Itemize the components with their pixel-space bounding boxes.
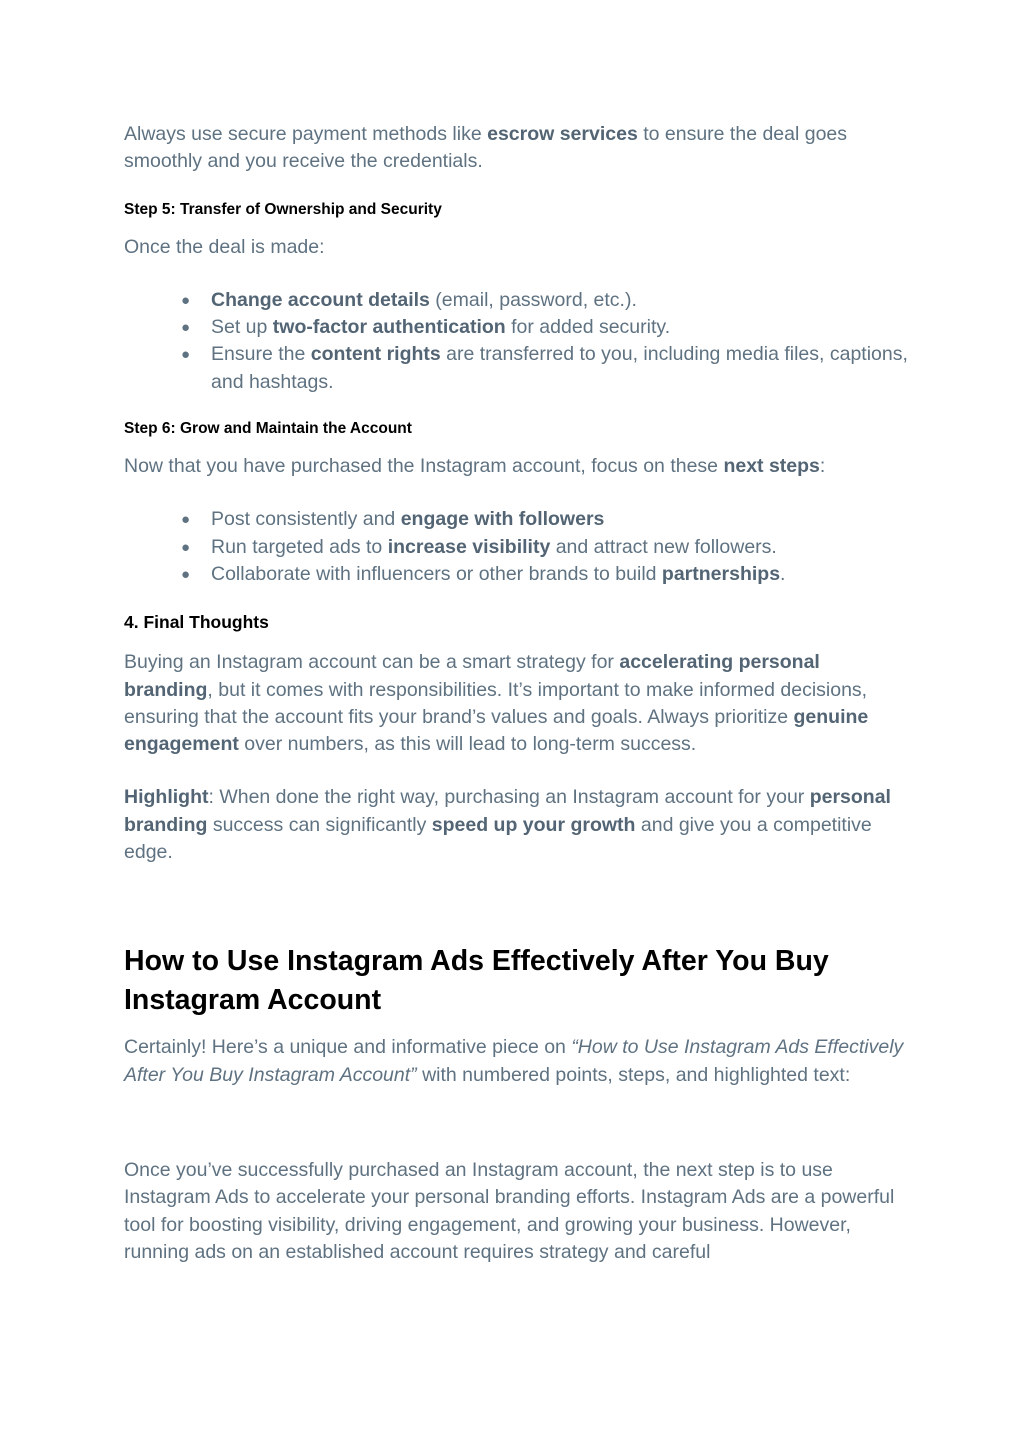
- bold-text: genuine engagement: [124, 705, 869, 756]
- bold-text: Change account details: [211, 288, 430, 311]
- step6-heading: Step 6: Grow and Maintain the Account: [124, 420, 412, 438]
- text: for added security.: [505, 316, 671, 339]
- text: and give you a competitive edge.: [124, 813, 872, 864]
- list-item: [181, 314, 914, 341]
- final-thoughts-paragraph: [124, 649, 914, 758]
- ads-intro: [124, 1034, 914, 1089]
- list-item: [181, 287, 914, 314]
- bold-text: accelerating personal branding: [124, 651, 820, 701]
- bullet-icon: ●: [181, 511, 191, 529]
- text: Ensure the: [211, 343, 311, 366]
- bullet-icon: ●: [181, 319, 191, 337]
- bold-text: speed up your growth: [431, 813, 636, 836]
- bold-text: next steps: [723, 455, 820, 478]
- list-item: [181, 534, 914, 561]
- paragraph-payment: [124, 121, 914, 176]
- bold-text: partnerships: [661, 562, 781, 585]
- bold-text: content rights: [310, 343, 441, 366]
- text: to ensure the deal goes smoothly and you receive the credentials.: [124, 123, 848, 173]
- text: Buying an Instagram account can be a smart strategy for: [124, 651, 620, 674]
- bold-text: two-factor authentication: [272, 316, 506, 339]
- ads-section-title: How to Use Instagram Ads Effectively After You Buy Instagram Account: [124, 945, 829, 1017]
- text: Certainly! Here’s a unique and informative piece on: [124, 1036, 572, 1059]
- bold-text: engage with followers: [400, 508, 605, 531]
- text: : When done the right way, purchasing an Instagram account for your: [208, 786, 810, 809]
- list-item: [181, 341, 914, 396]
- text: :: [819, 455, 826, 478]
- text: Run targeted ads to: [211, 535, 388, 558]
- text: over numbers, as this will lead to long-term success.: [238, 733, 697, 756]
- list-item: [181, 506, 914, 533]
- text: with numbered points, steps, and highlighted text:: [416, 1063, 851, 1086]
- text: and attract new followers.: [550, 535, 777, 558]
- text: .: [780, 562, 786, 585]
- bullet-icon: ●: [181, 565, 191, 583]
- bullet-icon: ●: [181, 291, 191, 309]
- step5-heading: Step 5: Transfer of Ownership and Security: [124, 200, 442, 218]
- text: , but it comes with responsibilities. It’s important to make informed decisions, ensuring that the account fits your brand’s values and goals. Always prioritize: [124, 678, 868, 728]
- text: Now that you have purchased the Instagram account, focus on these: [124, 455, 724, 478]
- list-item: [181, 561, 914, 588]
- bullet-icon: ●: [181, 538, 191, 556]
- text: (email, password, etc.).: [429, 288, 637, 311]
- ads-body-paragraph: Once you’ve successfully purchased an Instagram account, the next step is to use Instagram Ads to accelerate your personal branding efforts. Instagram Ads are a powerful tool for boosting visibility, driving engagement, and growing your business. However, running ads on an established account requires strategy and careful: [124, 1158, 895, 1263]
- final-thoughts-heading: 4. Final Thoughts: [124, 612, 269, 633]
- document-page: [124, 121, 914, 1266]
- text: Post consistently and: [211, 508, 401, 531]
- step5-list: [124, 287, 914, 396]
- step6-intro: [124, 453, 914, 480]
- step6-list: [124, 506, 914, 588]
- text: are transferred to you, including media files, captions, and hashtags.: [211, 343, 908, 393]
- text: Set up: [211, 316, 273, 339]
- text: success can significantly: [207, 813, 432, 836]
- text: Collaborate with influencers or other brands to build: [211, 562, 662, 585]
- highlight-paragraph: [124, 784, 914, 866]
- italic-text: “How to Use Instagram Ads Effectively After You Buy Instagram Account”: [124, 1036, 904, 1086]
- bold-text: personal branding: [124, 786, 891, 836]
- bold-text: increase visibility: [387, 535, 551, 558]
- step5-intro: Once the deal is made:: [124, 235, 325, 258]
- bold-text: escrow services: [487, 123, 638, 145]
- highlight-label: Highlight: [124, 786, 209, 809]
- text: Always use secure payment methods like: [124, 123, 488, 145]
- bullet-icon: ●: [181, 346, 191, 364]
